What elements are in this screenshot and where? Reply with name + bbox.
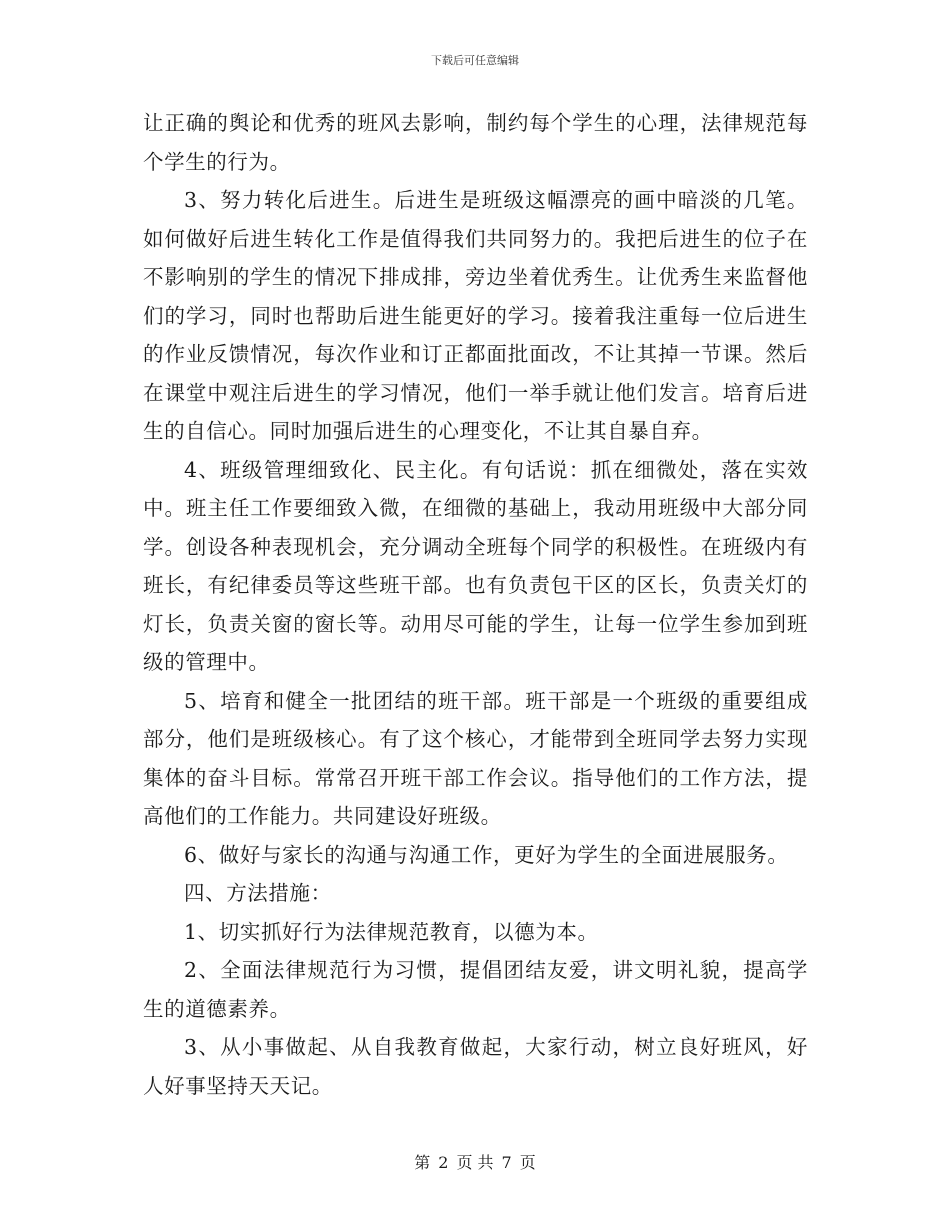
paragraph: 2、全面法律规范行为习惯，提倡团结友爱，讲文明礼貌，提高学生的道德素养。 <box>143 958 808 1021</box>
paragraph: 5、培育和健全一批团结的班干部。班干部是一个班级的重要组成部分，他们是班级核心。有了这个核心，才能带到全班同学去努力实现集体的奋斗目标。常常召开班干部工作会议。指导他们的工作方法，提高他们的工作能力。共同建设好班级。 <box>143 688 808 828</box>
paragraph: 6、做好与家长的沟通与沟通工作，更好为学生的全面进展服务。 <box>184 842 789 867</box>
footer-suffix: 页 <box>519 1153 536 1172</box>
footer-middle: 页 共 <box>456 1153 494 1172</box>
paragraph: 3、从小事做起、从自我教育做起，大家行动，树立良好班风，好人好事坚持天天记。 <box>143 1035 808 1098</box>
paragraph: 1、切实抓好行为法律规范教育，以德为本。 <box>184 919 599 944</box>
section-heading: 四、方法措施： <box>184 881 332 905</box>
paragraph: 3、努力转化后进生。后进生是班级这幅漂亮的画中暗淡的几笔。如何做好后进生转化工作是值得我们共同努力的。我把后进生的位子在不影响别的学生的情况下排成排，旁边坐着优秀生。让优秀生来监督他们的学习，同时也帮助后进生能更好的学习。接着我注重每一位后进生的作业反馈情况，每次作业和订正都面批面改，不让其掉一节课。然后在课堂中观注后进生的学习情况，他们一举手就让他们发言。培育后进生的自信心。同时加强后进生的心理变化，不让其自暴自弃。 <box>143 188 808 443</box>
page-header: 下载后可任意编辑 <box>431 54 519 67</box>
footer-prefix: 第 <box>414 1153 431 1172</box>
paragraph: 让正确的舆论和优秀的班风去影响，制约每个学生的心理，法律规范每个学生的行为。 <box>143 111 808 174</box>
document-body <box>143 104 808 1105</box>
current-page-number: 2 <box>438 1153 449 1172</box>
total-page-count: 7 <box>501 1153 512 1172</box>
page-footer <box>0 1153 950 1173</box>
paragraph: 4、班级管理细致化、民主化。有句话说：抓在细微处，落在实效中。班主任工作要细致入微，在细微的基础上，我动用班级中大部分同学。创设各种表现机会，充分调动全班每个同学的积极性。在班级内有班长，有纪律委员等这些班干部。也有负责包干区的区长，负责关灯的灯长，负责关窗的窗长等。动用尽可能的学生，让每一位学生参加到班级的管理中。 <box>143 457 808 674</box>
